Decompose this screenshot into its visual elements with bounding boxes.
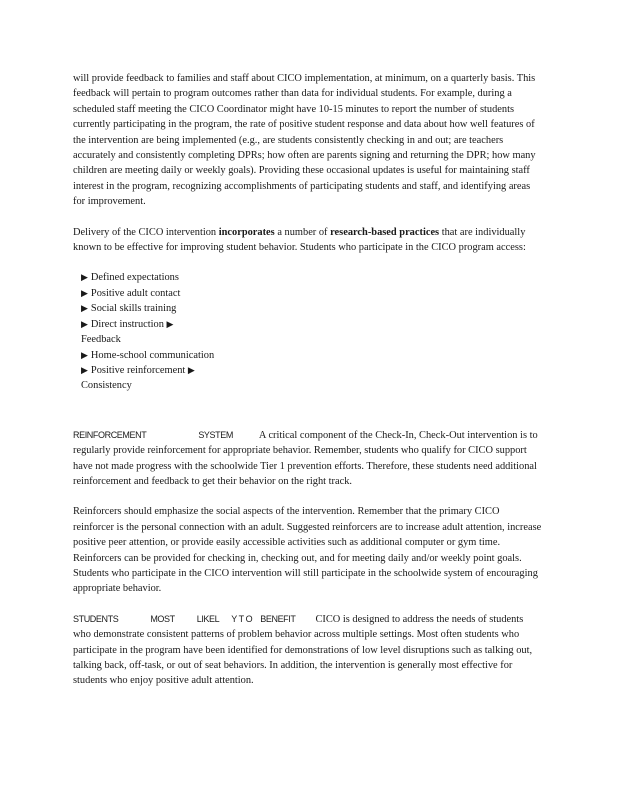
triangle-bullet-icon: ▶ xyxy=(81,318,88,329)
students-benefit-body: CICO is designed to address the needs of students who demonstrate consistent patterns of problem behavior across multiple settings. Most often students who participate in the program have been identified for demonstrations of low level disruptions such as talking out, talking back, off-task, or out of seat behaviors. In addition, the intervention is generally most effective for students who enjoy positive adult attention. xyxy=(73,613,533,687)
list-item: Consistency xyxy=(81,380,132,392)
section-heading-most: MOST xyxy=(150,613,175,624)
triangle-bullet-icon: ▶ xyxy=(81,272,88,283)
list-item: Feedback xyxy=(81,334,121,346)
section-heading-system: SYSTEM xyxy=(198,429,233,440)
list-item: ▶ Home-school communication xyxy=(81,348,543,363)
triangle-bullet-icon: ▶ xyxy=(81,287,88,298)
practices-list xyxy=(81,270,543,393)
delivery-text-2: a number of xyxy=(274,226,331,238)
triangle-bullet-icon: ▶ xyxy=(81,364,88,375)
delivery-text-1: Delivery of the CICO intervention xyxy=(73,226,219,238)
triangle-bullet-icon: ▶ xyxy=(187,364,195,375)
list-item: ▶ Positive adult contact xyxy=(81,286,543,301)
section-heading-students: STUDENTS xyxy=(73,613,119,624)
list-item: ▶ Direct instruction ▶ xyxy=(81,317,543,332)
list-item: ▶ Positive reinforcement ▶ xyxy=(81,363,543,378)
triangle-bullet-icon: ▶ xyxy=(166,318,174,329)
reinforcement-body: A critical component of the Check-In, Check-Out intervention is to regularly provide reinforcement for appropriate behavior. Remember, students who qualify for CICO support have not made progress with the schoolwide Tier 1 prevention efforts. Therefore, these students need additional reinforcement and feedback to get their behavior on the right track. xyxy=(73,429,538,487)
paragraph-reinforcers: Reinforcers should emphasize the social aspects of the intervention. Remember that the primary CICO reinforcer is the personal connection with an adult. Suggested reinforcers are to increase adult attention, increase positive peer attention, or provide easily accessible activities such as additional computer or gym time. Reinforcers can be provided for checking in, checking out, and for meeting daily and/or weekly point goals. Students who participate in the CICO intervention will still participate in the schoolwide system of encouraging appropriate behavior. xyxy=(73,506,542,595)
delivery-text-3: that are individually known to be effective for improving student behavior. Students who participate in the CICO program access: xyxy=(73,226,526,254)
paragraph-feedback: will provide feedback to families and staff about CICO implementation, at minimum, on a quarterly basis. This feedback will pertain to program outcomes rather than data for individual students. For example, during a scheduled staff meeting the CICO Coordinator might have 10-15 minutes to report the number of students currently participating in the program, the rate of positive student response and data about how well features of the intervention are being implemented (e.g., are students consistently checking in and out; are teachers accurately and consistently completing DPRs; how often are parents signing and returning the DPR; how many children are meeting daily or weekly goals). Providing these occasional updates is useful for maintaining staff interest in the program, recognizing accomplishments of participating students and staff, and identifying areas for improvement. xyxy=(73,73,536,208)
section-heading-yto: Y T O xyxy=(231,613,253,624)
section-reinforcement-system xyxy=(73,428,543,490)
triangle-bullet-icon: ▶ xyxy=(81,303,88,314)
section-students-benefit xyxy=(73,612,543,689)
section-heading-benefit: BENEFIT xyxy=(260,613,296,624)
list-item: ▶ Defined expectations xyxy=(81,270,543,285)
delivery-bold-1: incorporates xyxy=(218,226,275,238)
delivery-bold-2: research-based practices xyxy=(330,226,440,238)
list-item: ▶ Social skills training xyxy=(81,301,543,316)
triangle-bullet-icon: ▶ xyxy=(81,349,88,360)
paragraph-delivery xyxy=(73,225,543,256)
section-heading-likel: LIKEL xyxy=(196,613,220,624)
document-page xyxy=(73,71,543,689)
section-heading-reinforcement: REINFORCEMENT xyxy=(73,429,147,440)
